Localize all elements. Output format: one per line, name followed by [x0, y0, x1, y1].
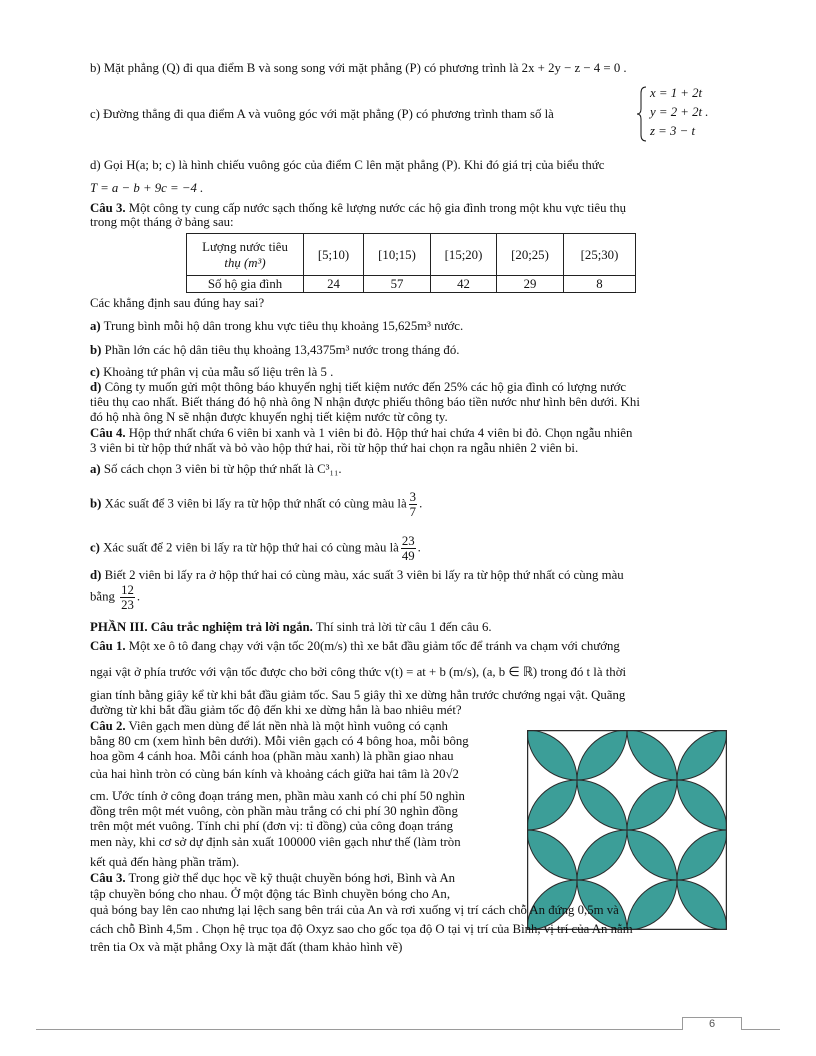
part-3-heading: PHẦN III. Câu trắc nghiệm trả lời ngắn. Thí sinh trả lời từ câu 1 đến câu 6.	[90, 620, 492, 634]
p3-question-3: Câu 3. Trong giờ thể dục học về kỹ thuật chuyền bóng hơi, Bình và An	[90, 871, 456, 885]
system-line-z: z = 3 − t	[650, 124, 696, 138]
question-3-c: c) Khoảng tứ phân vị của mẫu số liệu trên là 5 .	[90, 365, 334, 379]
p3-question-2-5: cm. Ước tính ở công đoạn tráng men, phần màu xanh có chi phí 50 nghìn	[90, 789, 465, 803]
question-4-c: c) Xác suất để 2 viên bi lấy ra từ hộp thứ hai có cùng màu là $\frac{23}{49}$ .	[90, 534, 421, 563]
tile-figure	[527, 730, 727, 930]
table-cell: [25;30)	[564, 234, 636, 276]
table-cell: [10;15)	[364, 234, 431, 276]
p3-question-2: Câu 2. Viên gạch men dùng để lát nền nhà là một hình vuông có cạnh	[90, 719, 448, 733]
p3-question-1-3: gian tính bằng giây kể từ khi bắt đầu giảm tốc. Sau 5 giây thì xe dừng hẳn trước chướng ngại vật. Quãng	[90, 688, 626, 702]
p3-question-2-9: kết quả đến hàng phần trăm).	[90, 855, 240, 869]
p3-question-2-8: men này, khi cơ sở dự định sản xuất 100000 viên gạch như thế (làm tròn	[90, 835, 461, 849]
table-cell: [15;20)	[431, 234, 497, 276]
p3-question-1-2: ngại vật ở phía trước với vận tốc được cho bởi công thức v(t) = at + b (m/s), (a, b ∈ ℝ) trong đó t là thời	[90, 665, 627, 679]
statement-d-line2: T = a − b + 9c = −4 .	[90, 181, 204, 195]
table-cell: 24	[304, 276, 364, 293]
question-3-intro-2: trong một tháng ở bảng sau:	[90, 215, 234, 229]
question-3-d-3: đó hộ nhà ông N sẽ nhận được khuyến nghị tiết kiệm nước từ công ty.	[90, 410, 448, 424]
system-line-x: x = 1 + 2t	[650, 86, 703, 100]
p3-question-2-3: hoa gồm 4 cánh hoa. Mỗi cánh hoa (phần màu xanh) là phần giao nhau	[90, 749, 454, 763]
statement-d-line1: d) Gọi H(a; b; c) là hình chiếu vuông góc của điểm C lên mặt phẳng (P). Khi đó giá trị của biểu thức	[90, 158, 605, 172]
page-number: 6	[708, 1018, 716, 1030]
table-header-households: Số hộ gia đình	[187, 276, 304, 293]
question-4-intro: Câu 4. Hộp thứ nhất chứa 6 viên bi xanh và 1 viên bi đỏ. Hộp thứ hai chứa 4 viên bi đỏ. Chọn ngẫu nhiên	[90, 426, 633, 440]
question-3-d-2: tiêu thụ cao nhất. Biết tháng đó hộ nhà ông N nhận được phiếu thông báo tiền nước như hình bên dưới. Khi	[90, 395, 640, 409]
part-3-title: PHẦN III. Câu trắc nghiệm trả lời ngắn.	[90, 620, 313, 634]
table-header-usage: Lượng nước tiêu thụ (m³)	[187, 234, 304, 276]
table-cell: 42	[431, 276, 497, 293]
fraction: $\frac{3}{7}$	[409, 490, 417, 519]
p3-question-1-4: đường từ khi bắt đầu giảm tốc độ đến khi xe dừng hẳn là bao nhiêu mét?	[90, 703, 462, 717]
p3-question-2-7: trên một mét vuông. Tính chi phí (đơn vị: tỉ đồng) của công đoạn tráng	[90, 819, 453, 833]
p3-question-1: Câu 1. Một xe ô tô đang chạy với vận tốc 20(m/s) thì xe bắt đầu giảm tốc để tránh va chạm với chướng	[90, 639, 620, 653]
p3-question-3-3: quả bóng bay lên cao nhưng lại lệch sang bên trái của An và rơi xuống vị trí cách chỗ An đứng 0,5m và	[90, 903, 619, 917]
system-line-y: y = 2 + 2t .	[650, 105, 709, 119]
statement-b: b) Mặt phẳng (Q) đi qua điểm B và song song với mặt phẳng (P) có phương trình là 2x + 2y − z − 4 = 0 .	[90, 61, 627, 75]
p3-question-3-2: tập chuyền bóng cho nhau. Ở một động tác Bình chuyền bóng cho An,	[90, 887, 451, 901]
system-brace	[637, 86, 647, 142]
question-4-title: Câu 4.	[90, 426, 126, 440]
footer-rule	[36, 1029, 780, 1030]
question-4-intro-2: 3 viên bi từ hộp thứ nhất và bỏ vào hộp thứ hai, rồi từ hộp thứ hai chọn ra ngẫu nhiên 2 viên bi.	[90, 441, 579, 455]
question-4-d: d) Biết 2 viên bi lấy ra ở hộp thứ hai có cùng màu, xác suất 3 viên bi lấy ra từ hộp thứ nhất có cùng màu	[90, 568, 624, 582]
table-cell: [20;25)	[497, 234, 564, 276]
table-cell: [5;10)	[304, 234, 364, 276]
statement-c: c) Đường thẳng đi qua điểm A và vuông góc với mặt phẳng (P) có phương trình tham số là	[90, 107, 554, 121]
water-usage-table	[186, 233, 636, 293]
question-4-a: a) Số cách chọn 3 viên bi từ hộp thứ nhất là C³₁₁.	[90, 462, 342, 476]
question-3-intro: Câu 3. Một công ty cung cấp nước sạch thống kê lượng nước các hộ gia đình trong một khu vực tiêu thụ	[90, 201, 627, 215]
question-3-b: b) Phần lớn các hộ dân tiêu thụ khoảng 13,4375m³ nước trong tháng đó.	[90, 343, 460, 357]
p3-question-3-4: cách chỗ Bình 4,5m . Chọn hệ trục tọa độ Oxyz sao cho gốc tọa độ O tại vị trí của Bình, vị trí của An nằm	[90, 922, 633, 936]
parametric-system	[650, 84, 709, 141]
question-3-d: d) Công ty muốn gửi một thông báo khuyến nghị tiết kiệm nước đến 25% các hộ gia đình có lượng nước	[90, 380, 627, 394]
question-3-a: a) Trung bình mỗi hộ dân trong khu vực tiêu thụ khoảng 15,625m³ nước.	[90, 319, 464, 333]
fraction: $\frac{12}{23}$	[121, 583, 134, 612]
question-4-b: b) Xác suất để 3 viên bi lấy ra từ hộp thứ nhất có cùng màu là $\frac{3}{7}$ .	[90, 490, 423, 519]
table-cell: 29	[497, 276, 564, 293]
table-cell: 8	[564, 276, 636, 293]
question-4-d-2: bằng $\frac{12}{23}$ .	[90, 583, 141, 612]
table-row	[187, 276, 636, 293]
question-3-title: Câu 3.	[90, 201, 126, 215]
question-3-prompt: Các khẳng định sau đúng hay sai?	[90, 296, 265, 310]
p3-question-2-6: đồng trên một mét vuông, còn phần màu trắng có chi phí 30 nghìn đồng	[90, 804, 458, 818]
p3-question-2-4: của hai hình tròn có cùng bán kính và khoảng cách giữa hai tâm là 20√2	[90, 767, 459, 781]
table-cell: 57	[364, 276, 431, 293]
table-row	[187, 234, 636, 276]
fraction: $\frac{23}{49}$	[401, 534, 415, 563]
p3-question-3-5: trên tia Ox và mặt phẳng Oxy là mặt đất (tham khảo hình vẽ)	[90, 940, 403, 954]
p3-question-2-2: bằng 80 cm (xem hình bên dưới). Mỗi viên gạch có 4 bông hoa, mỗi bông	[90, 734, 469, 748]
